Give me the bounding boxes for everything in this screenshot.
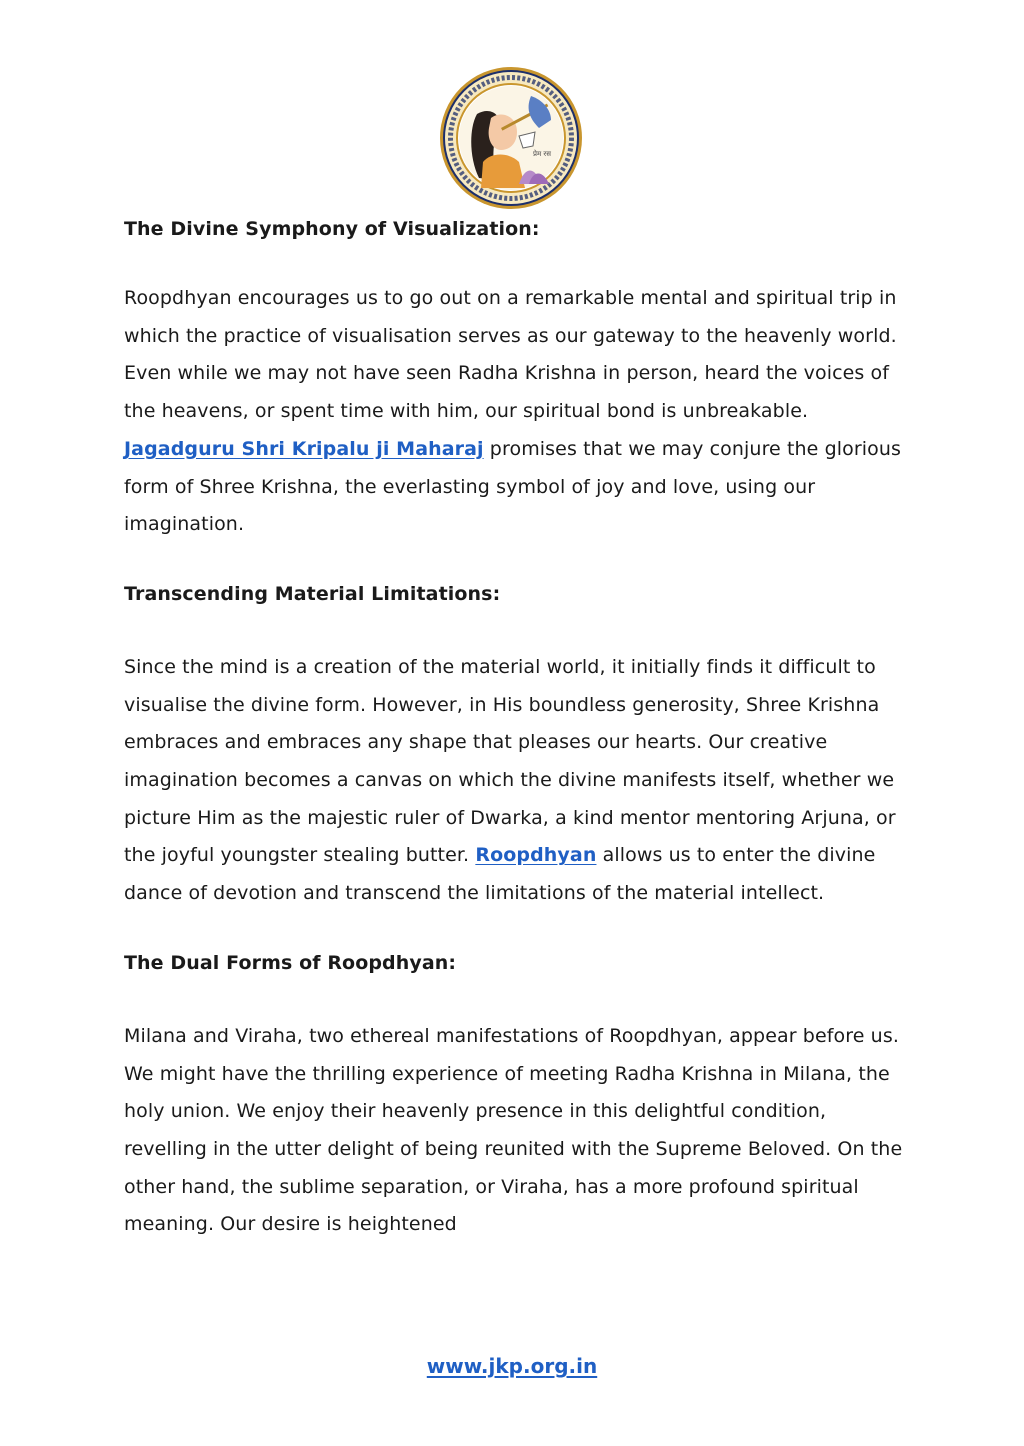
section-paragraph [124, 280, 914, 544]
paragraph-text: Roopdhyan encourages us to go out on a remarkable mental and spiritual trip in which the practice of visualisation serves as our gateway to the heavenly world. Even while we may not have seen Radha Krishna in person, heard the voices of the heavens, or spent time with him, our spiritual bond is unbreakable. [124, 287, 897, 423]
section-heading: The Dual Forms of Roopdhyan: [124, 951, 457, 974]
paragraph-text: Since the mind is a creation of the material world, it initially finds it difficult to visualise the divine form. However, in His boundless generosity, Shree Krishna embraces and embraces any shape that pleases our hearts. Our creative imagination becomes a canvas on which the divine manifests itself, whether we picture Him as the majestic ruler of Dwarka, a kind mentor mentoring Arjuna, or the joyful youngster stealing butter. [124, 655, 896, 867]
kripalu-maharaj-link[interactable]: Jagadguru Shri Kripalu ji Maharaj [124, 437, 484, 460]
section-heading: The Divine Symphony of Visualization: [124, 218, 540, 240]
paragraph-text: allows us to enter the divine dance of devotion and transcend the limitations of the material intellect. [124, 844, 876, 905]
svg-text:प्रेम रस: प्रेम रस [533, 150, 551, 158]
section-paragraph [124, 1018, 914, 1244]
paragraph-text: Milana and Viraha, two ethereal manifestations of Roopdhyan, appear before us. We might have the thrilling experience of meeting Radha Krishna in Milana, the holy union. We enjoy their heavenly presence in this delightful condition, revelling in the utter delight of being reunited with the Supreme Beloved. On the other hand, the sublime separation, or Viraha, has a more profound spiritual meaning. Our desire is heightened [124, 1024, 903, 1236]
paragraph-text: promises that we may conjure the glorious form of Shree Krishna, the everlasting symbol of joy and love, using our imagination. [124, 437, 902, 536]
roopdhyan-link[interactable]: Roopdhyan [475, 844, 597, 867]
section-paragraph [124, 649, 914, 913]
website-link[interactable]: www.jkp.org.in [426, 1354, 598, 1378]
footer [0, 1354, 1024, 1378]
jkp-logo-emblem [439, 66, 583, 210]
section-heading: Transcending Material Limitations: [124, 582, 501, 605]
document-body [124, 212, 914, 1244]
